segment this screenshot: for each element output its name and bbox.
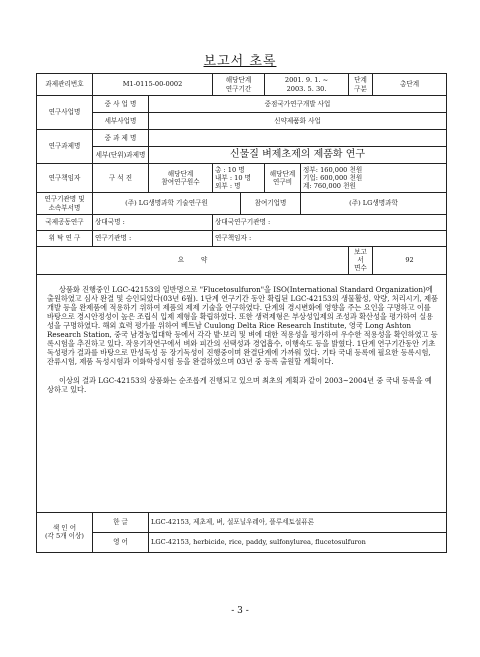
sub-program-label: 세부사업명 (93, 113, 149, 130)
keywords-english: LGC-42153, herbicide, rice, paddy, sulfonylurea, flucetosulfuron (149, 532, 447, 552)
partner-label: 참여기업명 (241, 193, 301, 215)
pi-name: 구 석 진 (93, 164, 149, 193)
sub-task-label: 세부(단위)과제명 (93, 147, 149, 164)
research-program-label: 연구사업명 (37, 96, 93, 130)
pages-value: 92 (373, 247, 447, 275)
institution-value: (주) LG생명과학 기술연구원 (93, 193, 241, 215)
pages-label: 보고서 면수 (349, 247, 373, 275)
project-id-row (37, 74, 447, 96)
institution-label: 연구기관명 및 소속부서명 (37, 193, 93, 215)
report-abstract-table (36, 73, 447, 553)
period-value: 2001. 9. 1. ~ 2003. 5. 30. (265, 74, 349, 96)
staff-count-label: 해당단계 참여연구원수 (149, 164, 213, 193)
fund-label: 해당단계 연구비 (265, 164, 301, 193)
period-label: 해당단계 연구기간 (213, 74, 265, 96)
page-title: 보고서 초록 (203, 54, 277, 69)
sub-task-value: 신물질 벼제초제의 제품화 연구 (149, 147, 447, 164)
stage-value: 총단계 (373, 74, 447, 96)
mid-task-value (149, 130, 447, 147)
intl-label: 국제공동연구 (37, 215, 93, 231)
fund-amounts: 정부: 160,000 천원 기업: 600,000 천원 계: 760,000 천원 (301, 164, 447, 193)
keywords-label: 색 인 어 (각 5개 이상) (37, 512, 93, 552)
summary-paragraph: 상품화 진행중인 LGC-42153의 일반명으로 "Flucetosulfuron"을 ISO(International Standard Organization)에 출원하였고 심사 완결 및 승인되었다(03년 6월). 1단계 연구기간 동안 확립된 LGC-42153의 생물활성, 약량, 처리시기, 제품 개발 등을 완제품에 적용하기 위하여 제품의 제제 기술을 연구하였다. 단계의 경시변화에 영향을 주는 요인을 구명하고 이를 바탕으로 경시안정성이 높은 조립식 입제 제형을 확립하였다. 또한 생력제형은 부상성입제의 조성과 확산성을 평가하여 실용성을 구명하였다. 해외 효력 평가를 위하여 베트남 Cuulong Delta Rice Research Institute, 영국 Long Ashton Research Station, 중국 남경농업대학 등에서 각각 밭·보리 및 벼에 대한 적용성을 평가하여 우수한 적용성을 확인하였고 등록시험을 추진하고 있다. 작용기작연구에서 벼와 피간의 선택성과 경엽흡수, 이행속도 등을 밝혔다. 1단계 연구기간동안 기초독성평가 결과를 바탕으로 만성독성 등 장기독성이 진행중이며 완결단계에 가까워 있다. 기타 국내 등록에 필요한 등록시험, 잔류시험, 제품 독성시험과 이화학성시험 등을 완결하였으며 03년 중 등록 출원할 계획이다. (47, 284, 439, 366)
summary-body (37, 274, 447, 512)
keywords-english-label: 영 어 (93, 532, 149, 552)
sub-program-value: 신약제품화 사업 (149, 113, 447, 130)
mid-program-value: 중점국가연구개발 사업 (149, 96, 447, 113)
summary-heading: 요 약 (37, 247, 349, 275)
mid-task-label: 중 과 제 명 (93, 130, 149, 147)
keywords-korean: LGC-42153, 제초제, 벼, 설포닐우레아, 플루세토설퓨론 (149, 512, 447, 532)
mid-program-label: 중 사 업 명 (93, 96, 149, 113)
page-number: - 3 - (231, 606, 249, 616)
keywords-korean-label: 한 글 (93, 512, 149, 532)
project-id-label: 과제관리번호 (37, 74, 93, 96)
consign-org: 연구기관명 : (93, 231, 213, 247)
consign-label: 위 탁 연 구 (37, 231, 93, 247)
intl-country: 상대국명 : (93, 215, 213, 231)
stage-label: 단계 구분 (349, 74, 373, 96)
pi-label: 연구책임자 (37, 164, 93, 193)
intl-org: 상대국연구기관명 : (213, 215, 447, 231)
consign-head: 연구책임자 : (213, 231, 447, 247)
research-task-label: 연구과제명 (37, 130, 93, 164)
partner-value: (주) LG생명과학 (301, 193, 447, 215)
summary-paragraph: 이상의 결과 LGC-42153의 상품화는 순조롭게 진행되고 있으며 최초의 계획과 같이 2003~2004년 중 국내 등록을 예상하고 있다. (47, 375, 432, 394)
project-id-value: M1-0115-00-0002 (93, 74, 213, 96)
staff-counts: 총 : 10 명 내부 : 10 명 외부 : 명 (213, 164, 265, 193)
